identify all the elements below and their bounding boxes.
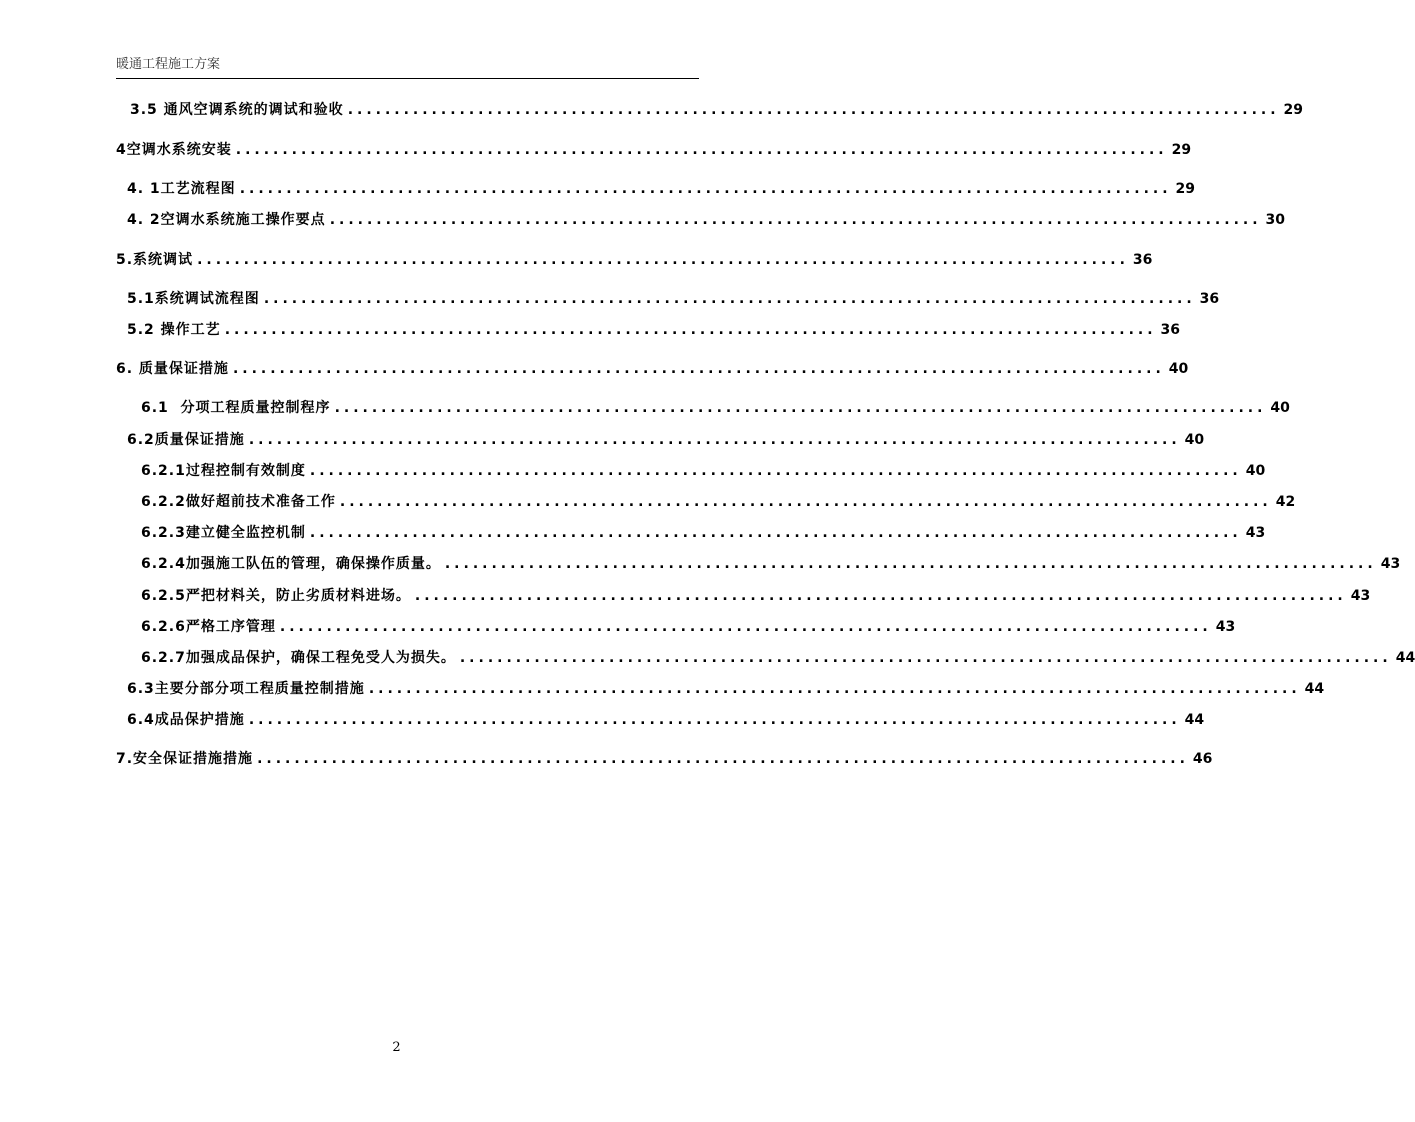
toc-entry[interactable] — [141, 616, 1236, 638]
toc-leader-dots: .................................................................................................... — [414, 588, 1347, 604]
toc-leader-dots: .................................................................................................... — [459, 650, 1392, 666]
toc-entry-label: 6.2.3建立健全监控机制 — [141, 525, 306, 541]
toc-entry-page: 40 — [1168, 361, 1189, 377]
toc-leader-dots: .................................................................................................... — [235, 142, 1168, 158]
toc-entry-page: 29 — [1175, 181, 1196, 197]
toc-leader-dots: .................................................................................................... — [232, 361, 1165, 377]
toc-entry[interactable] — [141, 397, 1290, 419]
toc-entry[interactable] — [127, 288, 1220, 310]
toc-entry[interactable] — [116, 249, 1153, 271]
toc-entry-label: 6.2.5严把材料关，防止劣质材料进场。 — [141, 588, 411, 604]
toc-leader-dots: .................................................................................................... — [334, 400, 1267, 416]
toc-entry-page: 29 — [1171, 142, 1192, 158]
toc-entry-page: 40 — [1245, 463, 1266, 479]
toc-entry-label: 4空调水系统安装 — [116, 142, 232, 158]
toc-entry-page: 44 — [1304, 681, 1325, 697]
toc-entry[interactable] — [127, 209, 1286, 231]
toc-leader-dots: .................................................................................................... — [239, 181, 1172, 197]
toc-entry[interactable] — [127, 678, 1325, 700]
toc-entry[interactable] — [141, 522, 1266, 544]
toc-entry[interactable] — [127, 319, 1181, 341]
toc-entry[interactable] — [141, 460, 1266, 482]
toc-entry[interactable] — [127, 178, 1196, 200]
toc-entry-label: 5.系统调试 — [116, 252, 194, 268]
toc-entry[interactable] — [127, 429, 1205, 451]
toc-entry-label: 4. 2空调水系统施工操作要点 — [127, 212, 326, 228]
toc-entry[interactable] — [127, 709, 1205, 731]
toc-entry-label: 6.2.7加强成品保护，确保工程免受人为损失。 — [141, 650, 456, 666]
toc-entry-page: 36 — [1160, 322, 1181, 338]
toc-entry-page: 43 — [1350, 588, 1371, 604]
toc-entry-label: 4. 1工艺流程图 — [127, 181, 236, 197]
page-number: 2 — [392, 1040, 401, 1055]
toc-entry-page: 40 — [1184, 432, 1205, 448]
toc-entry-page: 43 — [1380, 556, 1401, 572]
toc-leader-dots: .................................................................................................... — [444, 556, 1377, 572]
toc-entry-label: 7.安全保证措施措施 — [116, 751, 254, 767]
toc-entry-page: 42 — [1275, 494, 1296, 510]
toc-leader-dots: .................................................................................................... — [263, 291, 1196, 307]
toc-entry-page: 43 — [1215, 619, 1236, 635]
toc-entry-label: 6.2.2做好超前技术准备工作 — [141, 494, 336, 510]
toc-entry-label: 6.2.4加强施工队伍的管理，确保操作质量。 — [141, 556, 441, 572]
toc-entry-page: 36 — [1199, 291, 1220, 307]
toc-entry[interactable] — [116, 748, 1213, 770]
toc-entry-label: 6.2.6严格工序管理 — [141, 619, 276, 635]
toc-entry-page: 46 — [1192, 751, 1213, 767]
toc-leader-dots: .................................................................................................... — [279, 619, 1212, 635]
toc-entry-page: 30 — [1265, 212, 1286, 228]
toc-entry-page: 44 — [1184, 712, 1205, 728]
toc-leader-dots: .................................................................................................... — [309, 525, 1242, 541]
toc-entry[interactable] — [116, 139, 1192, 161]
toc-entry-label: 5.2 操作工艺 — [127, 322, 221, 338]
toc-entry[interactable] — [141, 585, 1371, 607]
toc-entry-label: 3.5 通风空调系统的调试和验收 — [130, 102, 344, 118]
toc-leader-dots: .................................................................................................... — [339, 494, 1272, 510]
toc-entry-label: 6. 质量保证措施 — [116, 361, 229, 377]
toc-leader-dots: .................................................................................................... — [347, 102, 1280, 118]
toc-entry-page: 43 — [1245, 525, 1266, 541]
toc-leader-dots: .................................................................................................... — [197, 252, 1129, 268]
toc-leader-dots: .................................................................................................... — [224, 322, 1157, 338]
toc-leader-dots: .................................................................................................... — [248, 432, 1181, 448]
toc-leader-dots: .................................................................................................... — [329, 212, 1262, 228]
toc-entry-label: 6.4成品保护措施 — [127, 712, 245, 728]
toc-entry[interactable] — [141, 647, 1415, 669]
toc-entry[interactable] — [141, 553, 1401, 575]
toc-leader-dots: .................................................................................................... — [309, 463, 1242, 479]
toc-entry[interactable] — [116, 358, 1189, 380]
toc-leader-dots: .................................................................................................... — [257, 751, 1189, 767]
toc-leader-dots: .................................................................................................... — [248, 712, 1181, 728]
toc-entry-label: 6.2质量保证措施 — [127, 432, 245, 448]
toc-leader-dots: .................................................................................................... — [368, 681, 1301, 697]
toc-entry-label: 6.3主要分部分项工程质量控制措施 — [127, 681, 365, 697]
toc-entry-page: 36 — [1132, 252, 1153, 268]
toc-entry-page: 44 — [1395, 650, 1415, 666]
toc-entry-page: 40 — [1270, 400, 1290, 416]
toc-entry[interactable] — [141, 491, 1296, 513]
toc-entry-label: 5.1系统调试流程图 — [127, 291, 260, 307]
toc-entry-page: 29 — [1283, 102, 1304, 118]
header-title: 暖通工程施工方案 — [116, 57, 221, 72]
toc-entry-label: 6.2.1过程控制有效制度 — [141, 463, 306, 479]
toc-entry-label: 6.1 分项工程质量控制程序 — [141, 400, 331, 416]
toc-entry[interactable] — [130, 99, 1304, 121]
